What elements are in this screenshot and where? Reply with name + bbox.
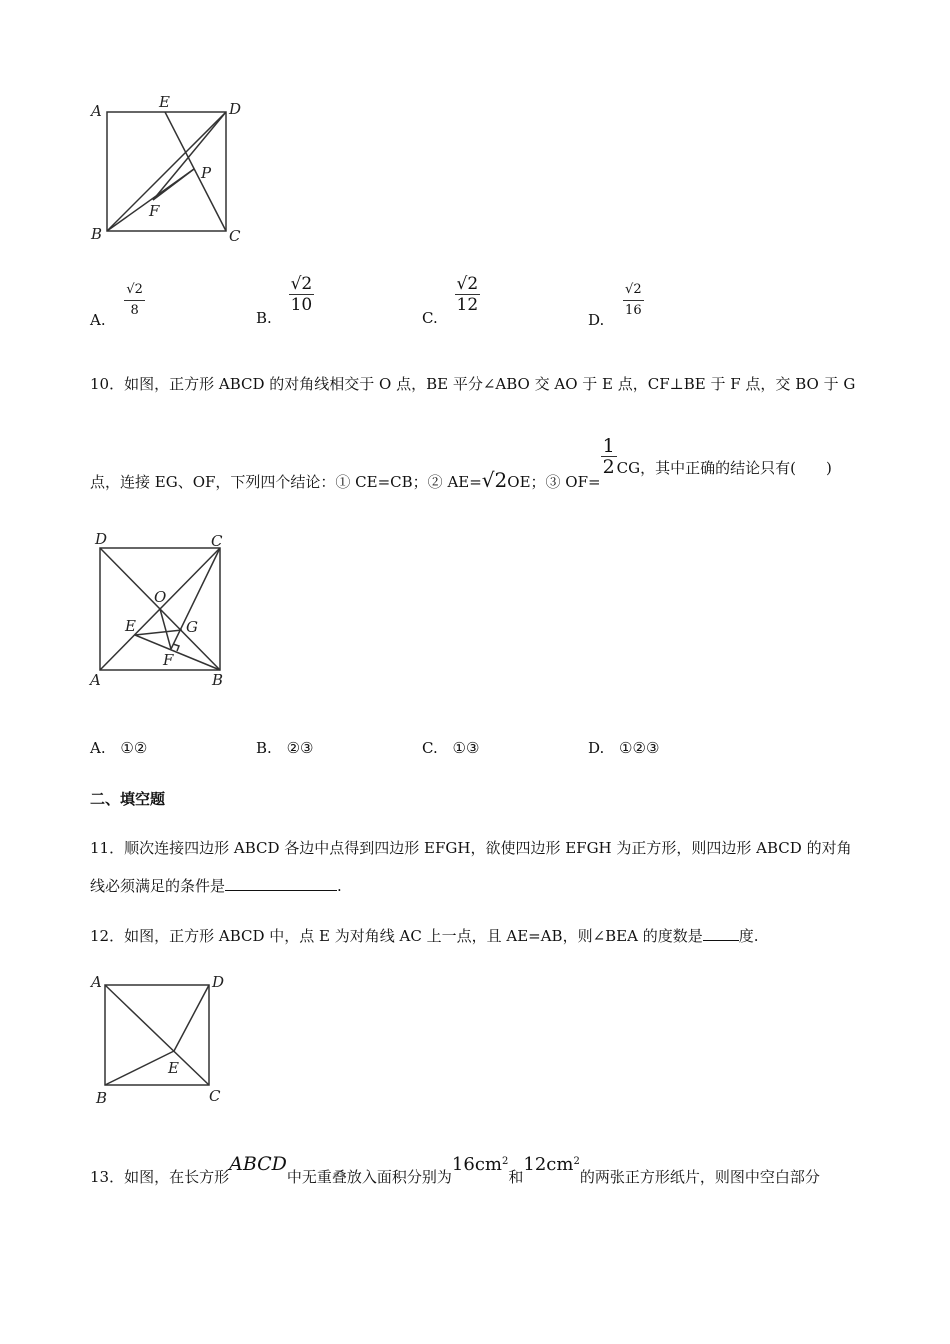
label-b: B <box>96 1089 108 1107</box>
q12-text-a: 12．如图，正方形 ABCD 中，点 E 为对角线 AC 上一点，且 AE=AB，则∠BEA 的度数是 <box>90 927 703 945</box>
label-e: E <box>159 93 170 111</box>
fraction-denominator: 8 <box>130 303 139 318</box>
section-heading: 二、填空题 <box>90 790 166 808</box>
q13-line <box>90 1152 820 1186</box>
option-key: B. <box>256 739 272 757</box>
q10-line2 <box>90 435 832 492</box>
segment-eg <box>135 630 182 635</box>
label-b: B <box>212 671 224 689</box>
fraction-numerator: √2 <box>290 274 313 294</box>
label-d: D <box>95 530 108 548</box>
label-p: P <box>201 164 212 182</box>
fraction-numerator: √2 <box>456 274 479 294</box>
segment-ec <box>165 112 226 231</box>
q11-line2-end: . <box>337 877 342 895</box>
label-f: F <box>163 651 174 669</box>
fraction <box>455 274 481 315</box>
sqrt-two: √2 <box>481 467 508 492</box>
label-d: D <box>212 973 225 991</box>
segment-be <box>105 1051 174 1085</box>
fraction-denominator: 16 <box>625 303 642 318</box>
fraction-denominator: 2 <box>602 456 615 478</box>
figure-q10 <box>85 528 245 693</box>
label-a: A <box>90 671 101 689</box>
area-one: 16cm <box>451 1154 502 1175</box>
label-d: D <box>229 100 242 118</box>
label-g: G <box>186 618 198 636</box>
fraction <box>124 280 145 321</box>
q10-option-c[interactable] <box>422 738 479 758</box>
label-a: A <box>91 102 102 120</box>
q10-line2-c: CG，其中正确的结论只有( ) <box>616 458 832 477</box>
q10-line1: 10．如图，正方形 ABCD 的对角线相交于 O 点，BE 平分∠ABO 交 AO 于 E 点，CF⊥BE 于 F 点，交 BO 于 G <box>90 375 856 393</box>
option-text: ①③ <box>452 739 480 757</box>
q13-text-b: 中无重叠放入面积分别为 <box>286 1168 452 1186</box>
q12-line <box>90 926 759 946</box>
fraction-denominator: 12 <box>456 295 479 315</box>
q11-line2-text: 线必须满足的条件是 <box>90 877 226 895</box>
option-text: ①②③ <box>619 739 660 757</box>
q10-option-d[interactable] <box>588 738 659 758</box>
option-key: D. <box>588 739 605 757</box>
fraction-numerator: 1 <box>602 435 615 457</box>
segment-ed <box>174 985 209 1051</box>
segment-fd <box>153 112 226 200</box>
q11-line2 <box>90 876 342 896</box>
label-a: A <box>91 973 102 991</box>
q9-option-a[interactable] <box>90 280 145 329</box>
label-e: E <box>168 1059 179 1077</box>
figure-q9 <box>85 90 255 250</box>
fraction <box>623 280 644 321</box>
label-o: O <box>154 588 167 606</box>
right-angle-mark <box>173 644 179 651</box>
q12-text-b: 度. <box>738 927 759 945</box>
q13-text-c: 和 <box>508 1168 524 1186</box>
label-c: C <box>211 532 223 550</box>
figure-q12 <box>85 965 235 1110</box>
option-key: A. <box>90 739 106 757</box>
q9-option-c[interactable] <box>422 274 480 327</box>
q10-option-a[interactable] <box>90 738 147 758</box>
fraction <box>289 274 315 315</box>
q10-line2-a: 点，连接 EG、OF，下列四个结论：① CE=CB；② AE= <box>90 472 482 491</box>
segment-fp <box>153 169 194 200</box>
label-b: B <box>91 225 103 243</box>
diagonal-ac <box>105 985 209 1085</box>
answer-blank[interactable] <box>703 926 739 941</box>
option-key: A. <box>90 310 106 329</box>
option-key: C. <box>422 308 438 327</box>
option-key: B. <box>256 308 272 327</box>
option-text: ①② <box>120 739 148 757</box>
option-key: D. <box>588 310 605 329</box>
superscript: 2 <box>501 1156 509 1167</box>
q9-option-b[interactable] <box>256 274 314 327</box>
label-c: C <box>209 1087 221 1105</box>
q10-line2-b: OE；③ OF= <box>507 472 601 491</box>
q11-line1: 11．顺次连接四边形 ABCD 各边中点得到四边形 EFGH，欲使四边形 EFGH 为正方形，则四边形 ABCD 的对角 <box>90 839 852 857</box>
q9-option-d[interactable] <box>588 280 644 329</box>
option-key: C. <box>422 739 438 757</box>
fraction-numerator: √2 <box>124 280 145 301</box>
superscript: 2 <box>573 1156 580 1167</box>
label-f: F <box>149 202 160 220</box>
answer-blank[interactable] <box>225 876 337 891</box>
q13-text-d: 的两张正方形纸片，则图中空白部分 <box>579 1168 820 1186</box>
fraction-numerator: √2 <box>623 280 644 301</box>
q13-text-a: 13．如图，在长方形 <box>90 1168 230 1186</box>
fraction-half <box>601 436 617 477</box>
segment-eb <box>135 635 220 670</box>
option-text: ②③ <box>286 739 314 757</box>
rectangle-name: ABCD <box>229 1153 287 1175</box>
label-e: E <box>125 617 136 635</box>
label-c: C <box>229 227 241 245</box>
fraction-denominator: 10 <box>290 295 313 315</box>
area-two: 12cm <box>523 1154 574 1175</box>
q10-option-b[interactable] <box>256 738 313 758</box>
